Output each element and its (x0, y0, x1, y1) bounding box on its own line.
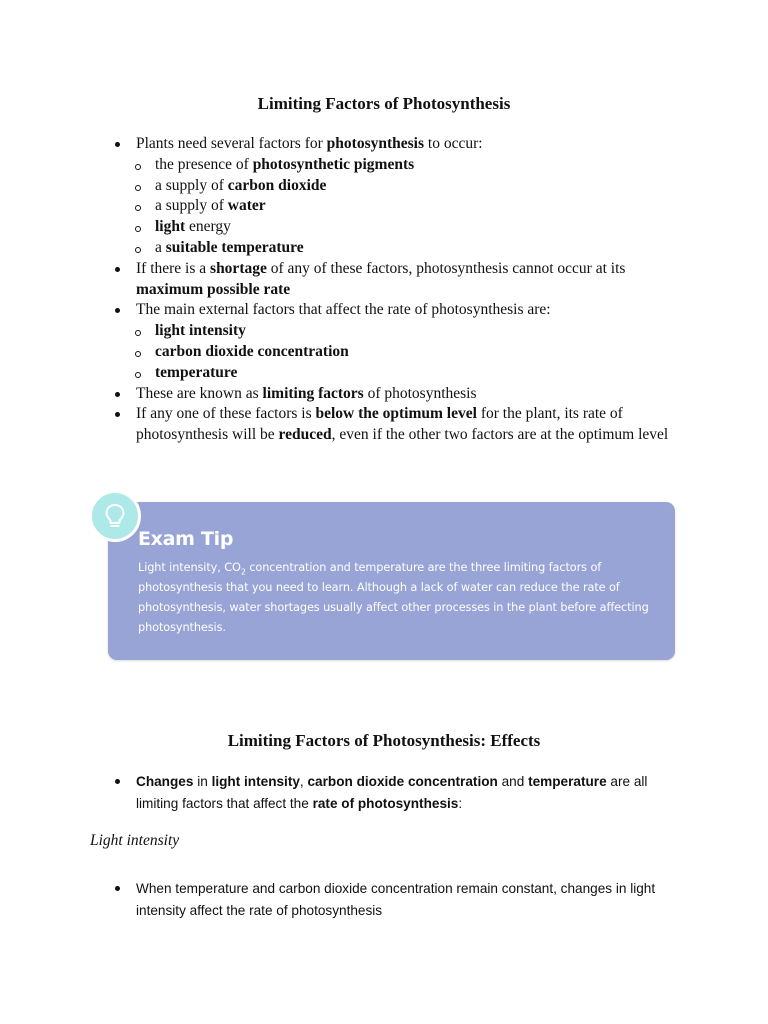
list-item: If any one of these factors is below the optimum level for the plant, its rate of photosynthesis will be reduced, even if the other two factors are at the optimum level (110, 404, 680, 446)
list-item: When temperature and carbon dioxide concentration remain constant, changes in light intensity affect the rate of photosynthesis (110, 878, 680, 921)
sub-list-item: temperature (136, 363, 680, 384)
exam-tip-text: Light intensity, $CO_2$ concentration and temperature are the three limiting factors of photosynthesis that you need to learn. Although a lack of water can reduce the rate of photosynthesis, water shortages usually affect other processes in the plant before affecting photosynthesis. (138, 561, 649, 634)
subheading-light-intensity: Light intensity (90, 832, 180, 849)
sub-list (136, 321, 680, 383)
list-item: These are known as limiting factors of photosynthesis (110, 384, 680, 405)
page-title: Limiting Factors of Photosynthesis (257, 94, 511, 113)
factors-list (110, 134, 680, 446)
light-intensity-list (110, 878, 680, 921)
sub-list (136, 155, 680, 259)
sub-list-item: a supply of carbon dioxide (136, 176, 680, 197)
effects-list (110, 771, 680, 814)
lightbulb-icon (104, 503, 126, 529)
sub-list-item: carbon dioxide concentration (136, 342, 680, 363)
sub-list-item: a supply of water (136, 196, 680, 217)
sub-list-item: light intensity (136, 321, 680, 342)
sub-list-item: the presence of photosynthetic pigments (136, 155, 680, 176)
list-item: Changes in light intensity, carbon dioxide concentration and temperature are all limiting factors that affect the rate of photosynthesis: (110, 771, 680, 814)
list-item: The main external factors that affect the rate of photosynthesis are: light intensity carbon dioxide concentration temperature (110, 300, 680, 383)
sub-list-item: light energy (136, 217, 680, 238)
sub-list-item: a suitable temperature (136, 238, 680, 259)
list-item: If there is a shortage of any of these factors, photosynthesis cannot occur at its maximum possible rate (110, 259, 680, 301)
exam-tip-icon-badge (89, 490, 141, 542)
exam-tip-heading: Exam Tip (138, 528, 234, 550)
section-title: Limiting Factors of Photosynthesis: Effects (227, 731, 541, 750)
list-item: Plants need several factors for photosynthesis to occur: the presence of photosynthetic pigments a supply of carbon dioxide a supply of water light energy a suitable temperature (110, 134, 680, 259)
